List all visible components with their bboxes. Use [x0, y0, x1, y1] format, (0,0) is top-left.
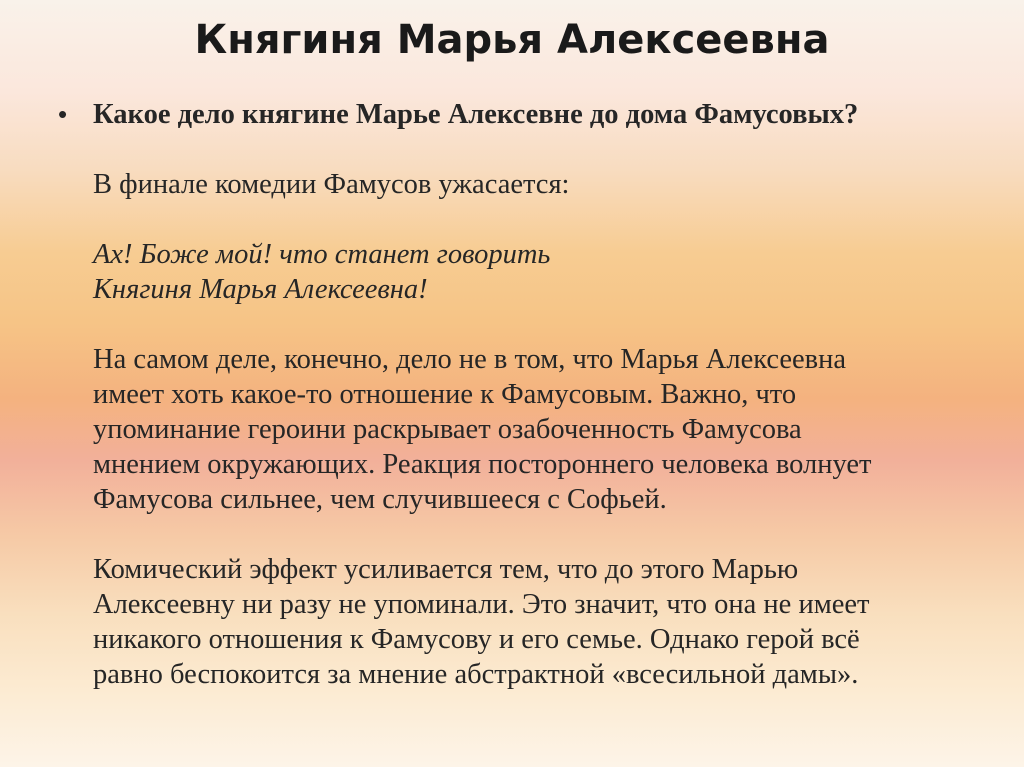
paragraph-1-line: Фамусова сильнее, чем случившееся с Софьей. — [93, 484, 667, 515]
paragraph-1-line: упоминание героини раскрывает озабоченность Фамусова — [93, 414, 802, 445]
bullet-body — [93, 97, 978, 692]
paragraph-2-line: никакого отношения к Фамусову и его семье. Однако герой всё — [93, 624, 860, 655]
intro-text: В финале комедии Фамусов ужасается: — [93, 169, 570, 200]
paragraph-2-line: Комический эффект усиливается тем, что до этого Марью — [93, 554, 799, 585]
bullet-marker: • — [58, 99, 68, 129]
paragraph-2-line: Алексеевну ни разу не упоминали. Это значит, что она не имеет — [93, 589, 870, 620]
question-text: Какое дело княгине Марье Алексевне до дома Фамусовых? — [93, 99, 859, 130]
quote-line: Княгиня Марья Алексеевна! — [93, 274, 428, 305]
paragraph-1-line: мнением окружающих. Реакция постороннего человека волнует — [93, 449, 872, 480]
slide-content — [58, 97, 978, 692]
quote-line: Ах! Боже мой! что станет говорить — [93, 239, 551, 270]
paragraph-1-line: имеет хоть какое-то отношение к Фамусовым. Важно, что — [93, 379, 797, 410]
paragraph-1-line: На самом деле, конечно, дело не в том, что Марья Алексеевна — [93, 344, 847, 375]
slide-title: Княгиня Марья Алексеевна — [194, 17, 830, 63]
paragraph-2-line: равно беспокоится за мнение абстрактной «всесильной дамы». — [93, 659, 859, 690]
